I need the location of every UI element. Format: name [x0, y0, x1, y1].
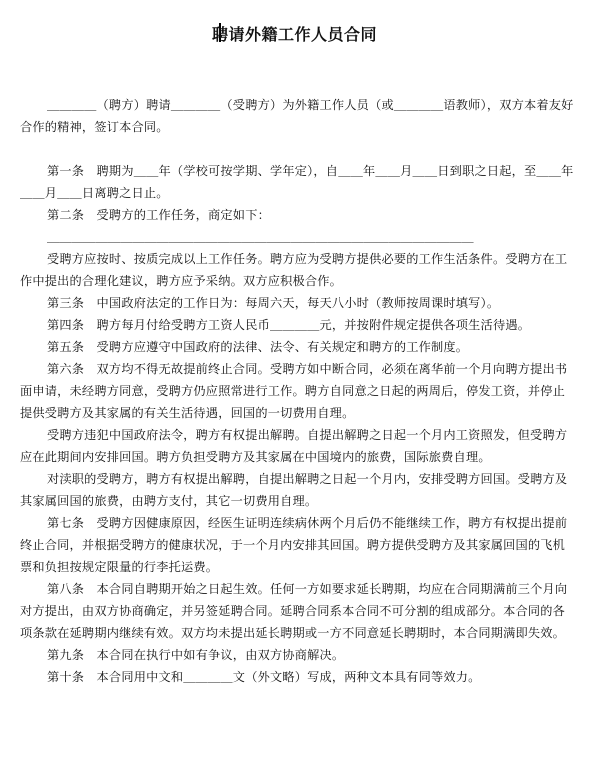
article-1: 第一条 聘期为＿＿年（学校可按学期、学年定），自＿＿年＿＿月＿＿日到职之日起，至＿＿年＿＿月＿＿日离聘之日止。 — [20, 164, 574, 200]
article-4: 第四条 聘方每月付给受聘方工资人民币＿＿＿＿元，并按附件规定提供各项生活待遇。 — [47, 318, 531, 332]
intro-paragraph: ＿＿＿＿（聘方）聘请＿＿＿＿（受聘方）为外籍工作人员（或＿＿＿＿语教师），双方本着友好合作的精神，签订本合同。 — [20, 98, 574, 134]
article-2-detail: 受聘方应按时、按质完成以上工作任务。聘方应为受聘方提供必要的工作生活条件。受聘方在工作中提出的合理化建议，聘方应予采纳。双方应积极合作。 — [20, 252, 568, 288]
article-9: 第九条 本合同在执行中如有争议，由双方协商解决。 — [47, 648, 345, 662]
article-6-clause-2: 受聘方违犯中国政府法令，聘方有权提出解聘。自提出解聘之日起一个月内工资照发，但受聘方应在此期间内安排回国。聘方负担受聘方及其家属在中国境内的旅费，国际旅费自理。 — [20, 428, 568, 464]
article-7: 第七条 受聘方因健康原因，经医生证明连续病休两个月后仍不能继续工作，聘方有权提出提前终止合同，并根据受聘方的健康状况，于一个月内安排其回国。聘方提供受聘方及其家属回国的飞机票和负担按规定限量的行李托运费。 — [20, 516, 568, 574]
article-6: 第六条 双方均不得无故提前终止合同。受聘方如中断合同，必须在离华前一个月向聘方提出书面申请，未经聘方同意，受聘方仍应照常进行工作。聘方自同意之日起的两周后，停发工资，并停止提供受聘方及其家属的有关生活待遇，回国的一切费用自理。 — [20, 362, 568, 420]
article-6-clause-3: 对渎职的受聘方，聘方有权提出解聘，自提出解聘之日起一个月内，安排受聘方回国。受聘方及其家属回国的旅费，由聘方支付，其它一切费用自理。 — [20, 472, 568, 508]
document-body — [20, 94, 576, 688]
article-3: 第三条 中国政府法定的工作日为：每周六天，每天八小时（教师按周课时填写）。 — [47, 296, 500, 310]
article-2: 第二条 受聘方的工作任务，商定如下： — [47, 208, 270, 222]
document-title: 聘请外籍工作人员合同 — [211, 25, 377, 44]
article-10: 第十条 本合同用中文和＿＿＿＿文（外文略）写成，两种文本具有同等效力。 — [47, 670, 481, 684]
article-5: 第五条 受聘方应遵守中国政府的法律、法令、有关规定和聘方的工作制度。 — [47, 340, 469, 354]
article-8: 第八条 本合同自聘期开始之日起生效。任何一方如要求延长聘期，均应在合同期满前三个月向对方提出，由双方协商确定，并另签延聘合同。延聘合同系本合同不可分割的组成部分。本合同的各项条款在延聘期内继续有效。双方均未提出延长聘期或一方不同意延长聘期时，本合同期满即失效。 — [20, 582, 568, 640]
blank-fill-line: ＿＿＿＿＿＿＿＿＿＿＿＿＿＿＿＿＿＿＿＿＿＿＿＿＿＿＿＿＿＿＿＿＿＿＿ — [47, 230, 474, 244]
